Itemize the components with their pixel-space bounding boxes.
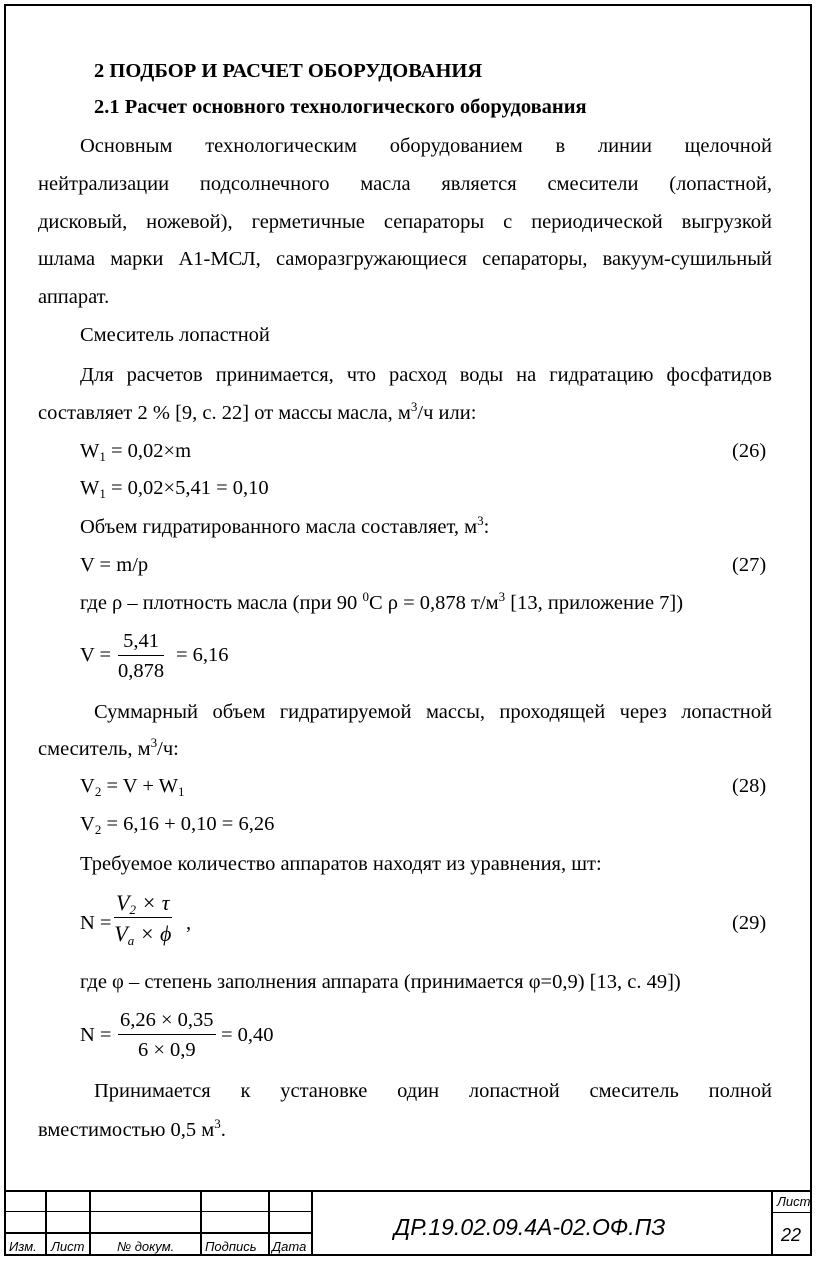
paragraph-line: Требуемое количество аппаратов находят из уравнения, шт: [80, 853, 602, 875]
formula-comma: , [186, 912, 192, 934]
fraction [118, 631, 164, 681]
sheet-label: Лист [777, 1194, 811, 1209]
formula-lhs: N = [80, 912, 112, 934]
stamp-label-dokum: № докум. [117, 1239, 175, 1254]
formula-28-calculation: $V_2 = 6,16 + 0,10 = 6,26$ [80, 813, 275, 837]
stamp-label-podpis: Подпись [205, 1239, 257, 1254]
stamp-line [45, 1190, 47, 1256]
paragraph-line: где ρ – плотность масла (при 90 $^0$С ρ = 0,878 $т/м^3$ [13, приложение 7]) [80, 589, 684, 614]
fraction-denominator: 0,878 [118, 659, 165, 682]
formula-lhs: V = [80, 644, 112, 666]
fraction-denominator: $V_a \times \phi$ [114, 921, 172, 948]
stamp-line [4, 1232, 312, 1234]
stamp-line [311, 1190, 313, 1256]
stamp-line [4, 1190, 812, 1192]
formula-26: $W_1 = 0,02\times m$ [80, 440, 192, 464]
stamp-line [268, 1190, 270, 1256]
paragraph-line: где φ – степень заполнения аппарата (принимается φ=0,9) [13, с. 49]) [80, 971, 681, 993]
fraction-numerator: 5,41 [118, 631, 164, 656]
paragraph-line: дисковый, ножевой), герметичные сепараторы с периодической выгрузкой [38, 211, 772, 233]
document-code: ДР.19.02.09.4А-02.ОФ.ПЗ [394, 1214, 666, 1240]
stamp-label-list: Лист [51, 1239, 85, 1254]
stamp-line [89, 1190, 91, 1256]
formula-lhs: N = [80, 1024, 112, 1046]
formula-26-calculation: $W_1 = 0,02\times 5,41 = 0,10$ [80, 477, 269, 501]
fraction-numerator: 6,26 × 0,35 [118, 1010, 216, 1035]
sheet-number: 22 [781, 1225, 802, 1245]
title-block [4, 1190, 812, 1256]
equation-number: (27) [732, 554, 767, 576]
stamp-label-data: Дата [272, 1239, 307, 1254]
formula-result: = 0,40 [221, 1024, 274, 1046]
paragraph-line: вместимостью 0,5 $м^3$. [38, 1116, 226, 1141]
equation-number: (29) [732, 912, 767, 934]
formula-27: V = m/p [80, 554, 149, 576]
paragraph-line: составляет 2 % [9, с. 22] от массы масла, $м^3/ч$ или: [38, 399, 477, 424]
stamp-label-izm: Изм. [9, 1239, 37, 1254]
paragraph-line: Объем гидратированного масла составляет, $м^3$: [80, 513, 490, 538]
stamp-line [771, 1190, 773, 1256]
formula-28: $V_2 = V + W_1$ [80, 775, 185, 799]
stamp-line [200, 1190, 202, 1256]
paragraph-line: Принимается к установке один лопастной смеситель полной [94, 1080, 772, 1102]
formula-result: = 6,16 [176, 644, 229, 666]
fraction-numerator: $V_2 \times \tau$ [116, 890, 170, 917]
fraction-denominator: 6 × 0,9 [137, 1038, 196, 1061]
mixer-title: Смеситель лопастной [80, 324, 270, 346]
fraction [118, 1010, 216, 1060]
paragraph-line: Для расчетов принимается, что расход воды на гидратацию фосфатидов [80, 364, 772, 386]
stamp-line [4, 1211, 312, 1212]
paragraph-line: Суммарный объем гидратируемой массы, проходящей через лопастной [94, 701, 772, 723]
paragraph-line: смеситель, $м^3/ч$: [38, 735, 179, 760]
fraction [114, 890, 172, 948]
paragraph-line: аппарат. [38, 286, 110, 308]
paragraph-line: Основным технологическим оборудованием в линии щелочной [80, 135, 772, 157]
section-heading: 2 ПОДБОР И РАСЧЕТ ОБОРУДОВАНИЯ [94, 60, 483, 82]
paragraph-line: шлама марки А1-МСЛ, саморазгружающиеся сепараторы, вакуум-сушильный [38, 248, 772, 270]
equation-number: (26) [732, 440, 767, 462]
stamp-line [772, 1212, 812, 1213]
paragraph-line: нейтрализации подсолнечного масла является смесители (лопастной, [38, 173, 772, 195]
equation-number: (28) [732, 775, 767, 797]
subsection-heading: 2.1 Расчет основного технологического оборудования [94, 96, 587, 118]
